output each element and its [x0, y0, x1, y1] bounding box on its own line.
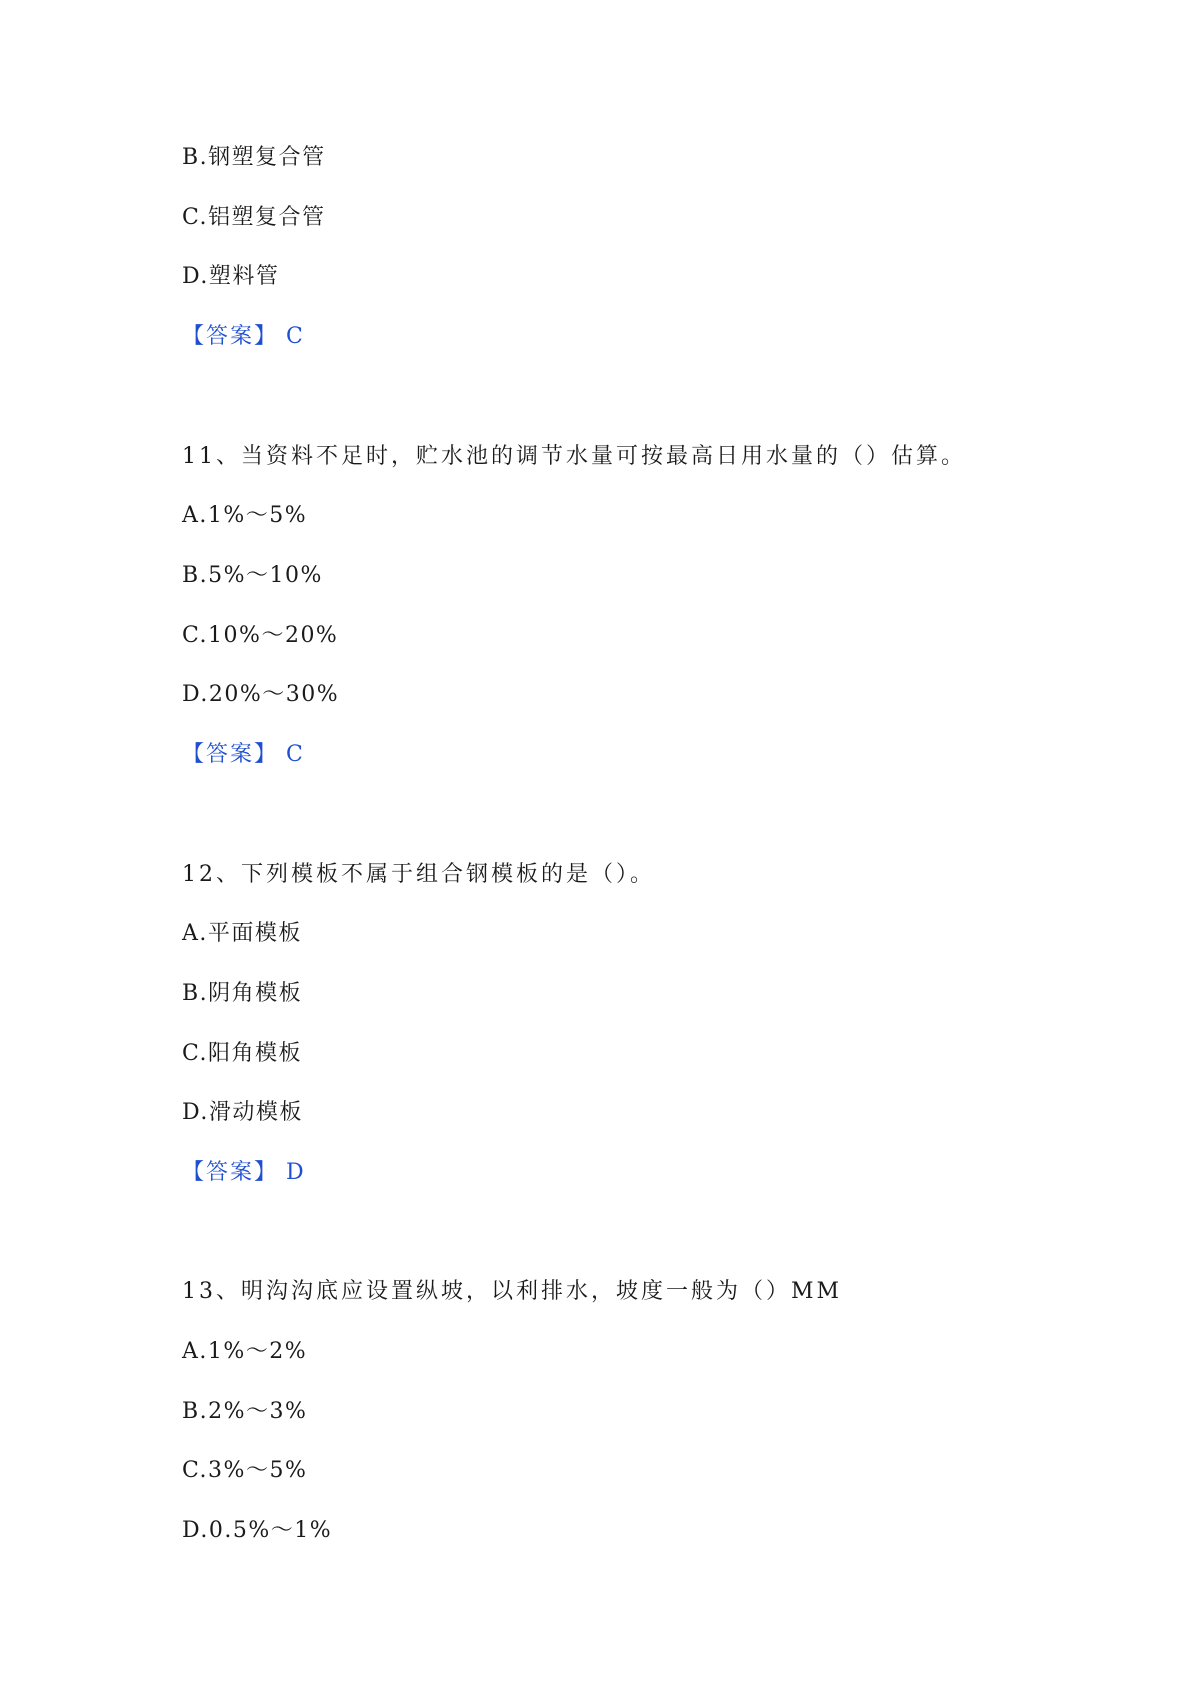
- question-12: 12、下列模板不属于组合钢模板的是（）。: [182, 862, 655, 887]
- answer-line: [182, 1158, 306, 1188]
- option-b: B.阴角模板: [182, 981, 303, 1006]
- option-a: A.平面模板: [182, 921, 302, 946]
- answer-value: D: [286, 1160, 306, 1185]
- option-b: B.钢塑复合管: [182, 145, 326, 170]
- answer-line: [182, 740, 305, 770]
- option-c: C.铝塑复合管: [182, 205, 326, 230]
- option-c: C.3%～5%: [182, 1458, 308, 1483]
- option-d: D.0.5%～1%: [182, 1518, 333, 1543]
- option-d: D.滑动模板: [182, 1100, 303, 1125]
- answer-tag: 【答案】: [182, 324, 279, 349]
- option-d: D.20%～30%: [182, 682, 340, 707]
- option-a: A.1%～2%: [182, 1339, 308, 1364]
- question-13: 13、明沟沟底应设置纵坡，以利排水，坡度一般为（）MM: [182, 1279, 843, 1304]
- question-11: 11、当资料不足时，贮水池的调节水量可按最高日用水量的（）估算。: [182, 444, 966, 469]
- option-b: B.2%～3%: [182, 1399, 308, 1424]
- answer-value: C: [286, 324, 305, 349]
- option-a: A.1%～5%: [182, 503, 308, 528]
- option-b: B.5%～10%: [182, 563, 323, 588]
- answer-line: [182, 322, 305, 352]
- option-c: C.10%～20%: [182, 623, 339, 648]
- answer-tag: 【答案】: [182, 1160, 279, 1185]
- answer-tag: 【答案】: [182, 742, 279, 767]
- option-c: C.阳角模板: [182, 1041, 303, 1066]
- answer-value: C: [286, 742, 305, 767]
- option-d: D.塑料管: [182, 264, 280, 289]
